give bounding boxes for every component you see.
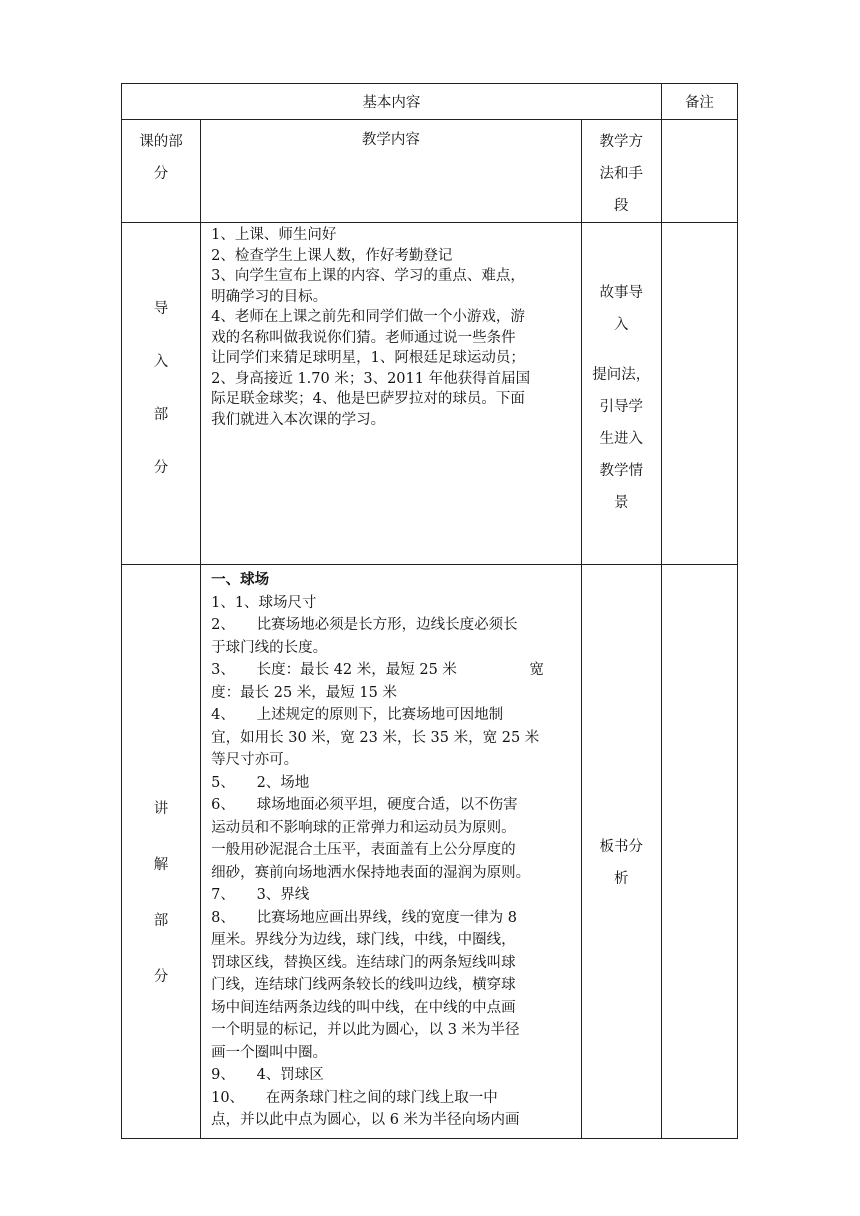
intro-method-line: 生进入 bbox=[599, 431, 644, 447]
lecture-line: 场中间连结两条边线的叫中线，在中线的中点画 bbox=[211, 999, 516, 1016]
lecture-method-line: 析 bbox=[614, 871, 629, 887]
intro-method-line: 引导学 bbox=[599, 399, 644, 415]
intro-method-line: 入 bbox=[614, 317, 629, 333]
intro-line: 际足联金球奖；4、他是巴萨罗拉对的球员。下面 bbox=[211, 391, 525, 407]
lecture-line: 度：最长 25 米，最短 15 米 bbox=[211, 684, 397, 701]
intro-line: 我们就进入本次课的学习。 bbox=[211, 411, 386, 428]
lecture-content-cell bbox=[201, 565, 582, 1139]
method-header-line: 段 bbox=[614, 198, 629, 214]
lecture-line: 8、 比赛场地应画出界线，线的宽度一律为 8 bbox=[211, 909, 517, 926]
lecture-line: 等尺寸亦可。 bbox=[211, 752, 299, 768]
intro-method-cell bbox=[581, 223, 661, 565]
lecture-part-char: 讲 bbox=[153, 801, 169, 817]
intro-method-line: 景 bbox=[614, 495, 629, 511]
intro-part-char: 导 bbox=[153, 301, 169, 317]
method-header-line: 法和手 bbox=[599, 166, 644, 182]
subheader-row bbox=[122, 120, 738, 223]
intro-method-line: 故事导 bbox=[599, 285, 644, 301]
lecture-line: 4、 上述规定的原则下，比赛场地可因地制 bbox=[211, 707, 504, 723]
lesson-plan-table bbox=[121, 83, 738, 1139]
intro-part-char: 部 bbox=[153, 407, 169, 423]
lecture-line: 2、 比赛场地必须是长方形，边线长度必须长 bbox=[211, 617, 518, 633]
intro-part-cell bbox=[122, 223, 201, 565]
section-title: 一、球场 bbox=[211, 572, 270, 588]
lecture-line: 宜，如用长 30 米，宽 23 米，长 35 米，宽 25 米 bbox=[211, 729, 540, 746]
lecture-line: 一个明显的标记，并以此为圆心，以 3 米为半径 bbox=[211, 1022, 520, 1038]
intro-line: 3、向学生宣布上课的内容、学习的重点、难点， bbox=[211, 268, 525, 284]
intro-line: 明确学习的目标。 bbox=[211, 288, 328, 305]
lecture-line: 细砂，赛前向场地洒水保持地表面的湿润为原则。 bbox=[211, 864, 531, 881]
lecture-line: 6、 球场地面必须平坦，硬度合适，以不伤害 bbox=[211, 797, 518, 813]
remarks-header: 备注 bbox=[661, 84, 737, 120]
method-header-cell bbox=[581, 120, 661, 223]
lecture-line: 运动员和不影响球的正常弹力和运动员为原则。 bbox=[211, 819, 516, 836]
lecture-part-cell bbox=[122, 565, 201, 1139]
lecture-part-char: 解 bbox=[153, 857, 169, 873]
lecture-line: 9、 4、罚球区 bbox=[211, 1067, 324, 1083]
intro-line: 4、老师在上课之前先和同学们做一个小游戏，游 bbox=[211, 309, 525, 325]
intro-line: 让同学们来猜足球明星，1、阿根廷足球运动员； bbox=[211, 350, 525, 366]
method-header-line: 教学方 bbox=[599, 134, 644, 150]
part-header-line: 分 bbox=[153, 166, 169, 182]
lecture-line: 3、 长度：最长 42 米，最短 25 米 宽 bbox=[211, 662, 544, 678]
remarks-cell bbox=[661, 223, 737, 565]
intro-method-line: 提问法， bbox=[592, 367, 651, 383]
lecture-line: 10、 在两条球门柱之间的球门线上取一中 bbox=[211, 1089, 498, 1106]
intro-line: 1、上课、师生问好 bbox=[211, 227, 337, 243]
lecture-row bbox=[122, 565, 738, 1139]
lecture-line: 门线，连结球门线两条较长的线叫边线，横穿球 bbox=[211, 977, 516, 993]
part-header-line: 课的部 bbox=[139, 134, 183, 150]
intro-line: 2、身高接近 1.70 米；3、2011 年他获得首届国 bbox=[211, 370, 531, 387]
intro-row bbox=[122, 223, 738, 565]
lecture-line: 厘米。界线分为边线，球门线，中线，中圈线， bbox=[211, 932, 516, 948]
lecture-line: 点，并以此中点为圆心，以 6 米为半径向场内画 bbox=[211, 1112, 520, 1128]
lecture-line: 5、 2、场地 bbox=[211, 774, 310, 791]
intro-method-line: 教学情 bbox=[599, 463, 644, 479]
intro-line: 2、检查学生上课人数，作好考勤登记 bbox=[211, 247, 453, 264]
lecture-method-line: 板书分 bbox=[599, 839, 644, 855]
intro-content-cell bbox=[201, 223, 582, 565]
lecture-line: 7、 3、界线 bbox=[211, 887, 310, 903]
lecture-line: 于球门线的长度。 bbox=[211, 639, 328, 656]
lecture-line: 画一个圈叫中圈。 bbox=[211, 1044, 328, 1061]
remarks-cell bbox=[661, 120, 737, 223]
remarks-cell bbox=[661, 565, 737, 1139]
basic-content-header: 基本内容 bbox=[122, 84, 662, 120]
lecture-method-cell bbox=[581, 565, 661, 1139]
lecture-line: 1、1、球场尺寸 bbox=[211, 594, 317, 611]
intro-part-char: 分 bbox=[153, 460, 169, 476]
lecture-line: 一般用砂泥混合土压平，表面盖有上公分厚度的 bbox=[211, 842, 516, 858]
header-row bbox=[122, 84, 738, 120]
lecture-part-char: 分 bbox=[153, 969, 169, 985]
teaching-content-header: 教学内容 bbox=[201, 120, 582, 223]
intro-part-char: 入 bbox=[153, 354, 169, 370]
lecture-part-char: 部 bbox=[153, 913, 169, 929]
part-header-cell bbox=[122, 120, 201, 223]
lecture-line: 罚球区线，替换区线。连结球门的两条短线叫球 bbox=[211, 954, 516, 971]
intro-line: 戏的名称叫做我说你们猜。老师通过说一些条件 bbox=[211, 329, 516, 346]
